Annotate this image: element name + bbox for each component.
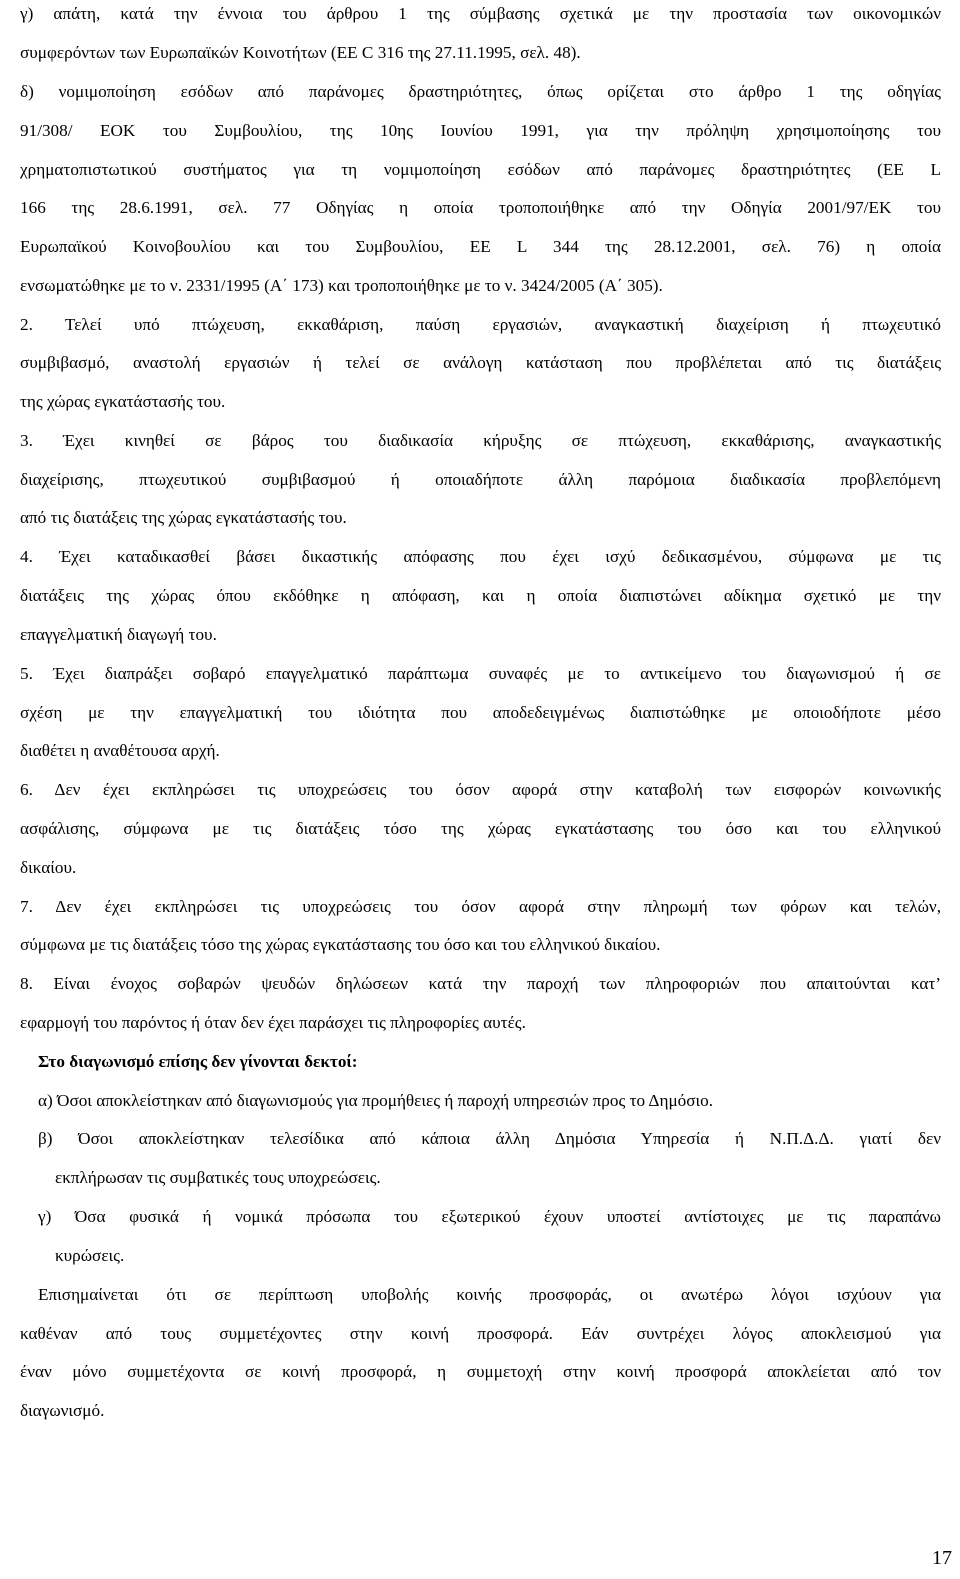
text-line: από τις διατάξεις της χώρας εγκατάστασής του.: [20, 508, 347, 527]
text-line: 3. Έχει κινηθεί σε βάρος του διαδικασία κήρυξης σε πτώχευση, εκκαθάρισης, αναγκαστικής: [20, 431, 941, 450]
section-heading: Στο διαγωνισμό επίσης δεν γίνονται δεκτοί:: [38, 1052, 358, 1071]
text-line: 4. Έχει καταδικασθεί βάσει δικαστικής απόφασης που έχει ισχύ δεδικασμένου, σύμφωνα με τις: [20, 547, 941, 566]
text-line: διατάξεις της χώρας όπου εκδόθηκε η απόφαση, και η οποία διαπιστώνει αδίκημα σχετικό με την: [20, 586, 941, 605]
text-line: ασφάλισης, σύμφωνα με τις διατάξεις τόσο της χώρας εγκατάστασης του όσο και του ελληνικού: [20, 819, 941, 838]
text-line: συμβιβασμό, αναστολή εργασιών ή τελεί σε ανάλογη κατάσταση που προβλέπεται από τις διατάξεις: [20, 353, 941, 372]
text-line: της χώρας εγκατάστασής του.: [20, 392, 226, 411]
text-line: σύμφωνα με τις διατάξεις τόσο της χώρας εγκατάστασης του όσο και του ελληνικού δικαίου.: [20, 935, 661, 954]
text-line: εφαρμογή του παρόντος ή όταν δεν έχει παράσχει τις πληροφορίες αυτές.: [20, 1013, 526, 1032]
text-line: χρηματοπιστωτικού συστήματος για τη νομιμοποίηση εσόδων από παράνομες δραστηριότητες (ΕΕ L: [20, 160, 941, 179]
text-line: 5. Έχει διαπράξει σοβαρό επαγγελματικό παράπτωμα συναφές με το αντικείμενο του διαγωνισμού ή σε: [20, 664, 941, 683]
text-line: 166 της 28.6.1991, σελ. 77 Οδηγίας η οποία τροποποιήθηκε από την Οδηγία 2001/97/ΕΚ του: [20, 198, 941, 217]
text-line: καθέναν από τους συμμετέχοντες στην κοινή προσφορά. Εάν συντρέχει λόγος αποκλεισμού για: [20, 1324, 941, 1343]
text-line: επαγγελματική διαγωγή του.: [20, 625, 217, 644]
page-number: 17: [932, 1547, 952, 1569]
text-line: διαχείρισης, πτωχευτικού συμβιβασμού ή οποιαδήποτε άλλη παρόμοια διαδικασία προβλεπόμενη: [20, 470, 941, 489]
text-line: κυρώσεις.: [55, 1246, 125, 1265]
text-line: συμφερόντων των Ευρωπαϊκών Κοινοτήτων (ΕΕ C 316 της 27.11.1995, σελ. 48).: [20, 43, 581, 62]
text-line: 2. Τελεί υπό πτώχευση, εκκαθάριση, παύση εργασιών, αναγκαστική διαχείριση ή πτωχευτικό: [20, 315, 941, 334]
text-line: β) Όσοι αποκλείστηκαν τελεσίδικα από κάποια άλλη Δημόσια Υπηρεσία ή Ν.Π.Δ.Δ. γιατί δεν: [38, 1129, 941, 1148]
text-line: 91/308/ ΕΟΚ του Συμβουλίου, της 10ης Ιουνίου 1991, για την πρόληψη χρησιμοποίησης του: [20, 121, 941, 140]
text-line: γ) απάτη, κατά την έννοια του άρθρου 1 της σύμβασης σχετικά με την προστασία των οικονομικών: [20, 4, 941, 23]
text-line: Επισημαίνεται ότι σε περίπτωση υποβολής κοινής προσφοράς, οι ανωτέρω λόγοι ισχύουν για: [38, 1285, 941, 1304]
text-line: δικαίου.: [20, 858, 77, 877]
text-line: διαθέτει η αναθέτουσα αρχή.: [20, 741, 220, 760]
text-line: α) Όσοι αποκλείστηκαν από διαγωνισμούς για προμήθειες ή παροχή υπηρεσιών προς το Δημόσιο.: [38, 1091, 714, 1110]
text-line: ενσωματώθηκε με το ν. 2331/1995 (Α΄ 173) και τροποποιήθηκε με το ν. 3424/2005 (Α΄ 305).: [20, 276, 663, 295]
text-line: σχέση με την επαγγελματική του ιδιότητα που αποδεδειγμένως διαπιστώθηκε με οποιοδήποτε μέσο: [20, 703, 941, 722]
text-line: εκπλήρωσαν τις συμβατικές τους υποχρεώσεις.: [55, 1168, 381, 1187]
text-line: 8. Είναι ένοχος σοβαρών ψευδών δηλώσεων κατά την παροχή των πληροφοριών που απαιτούνται κατ’: [20, 974, 941, 993]
text-line: δ) νομιμοποίηση εσόδων από παράνομες δραστηριότητες, όπως ορίζεται στο άρθρο 1 της οδηγίας: [20, 82, 941, 101]
text-line: Ευρωπαϊκού Κοινοβουλίου και του Συμβουλίου, ΕΕ L 344 της 28.12.2001, σελ. 76) η οποία: [20, 237, 941, 256]
text-line: έναν μόνο συμμετέχοντα σε κοινή προσφορά, η συμμετοχή στην κοινή προσφορά αποκλείεται από τον: [20, 1362, 941, 1381]
text-line: γ) Όσα φυσικά ή νομικά πρόσωπα του εξωτερικού έχουν υποστεί αντίστοιχες με τις παραπάνω: [38, 1207, 941, 1226]
text-line: 6. Δεν έχει εκπληρώσει τις υποχρεώσεις του όσον αφορά στην καταβολή των εισφορών κοινωνικής: [20, 780, 941, 799]
text-line: διαγωνισμό.: [20, 1401, 105, 1420]
text-line: 7. Δεν έχει εκπληρώσει τις υποχρεώσεις του όσον αφορά στην πληρωμή των φόρων και τελών,: [20, 897, 941, 916]
